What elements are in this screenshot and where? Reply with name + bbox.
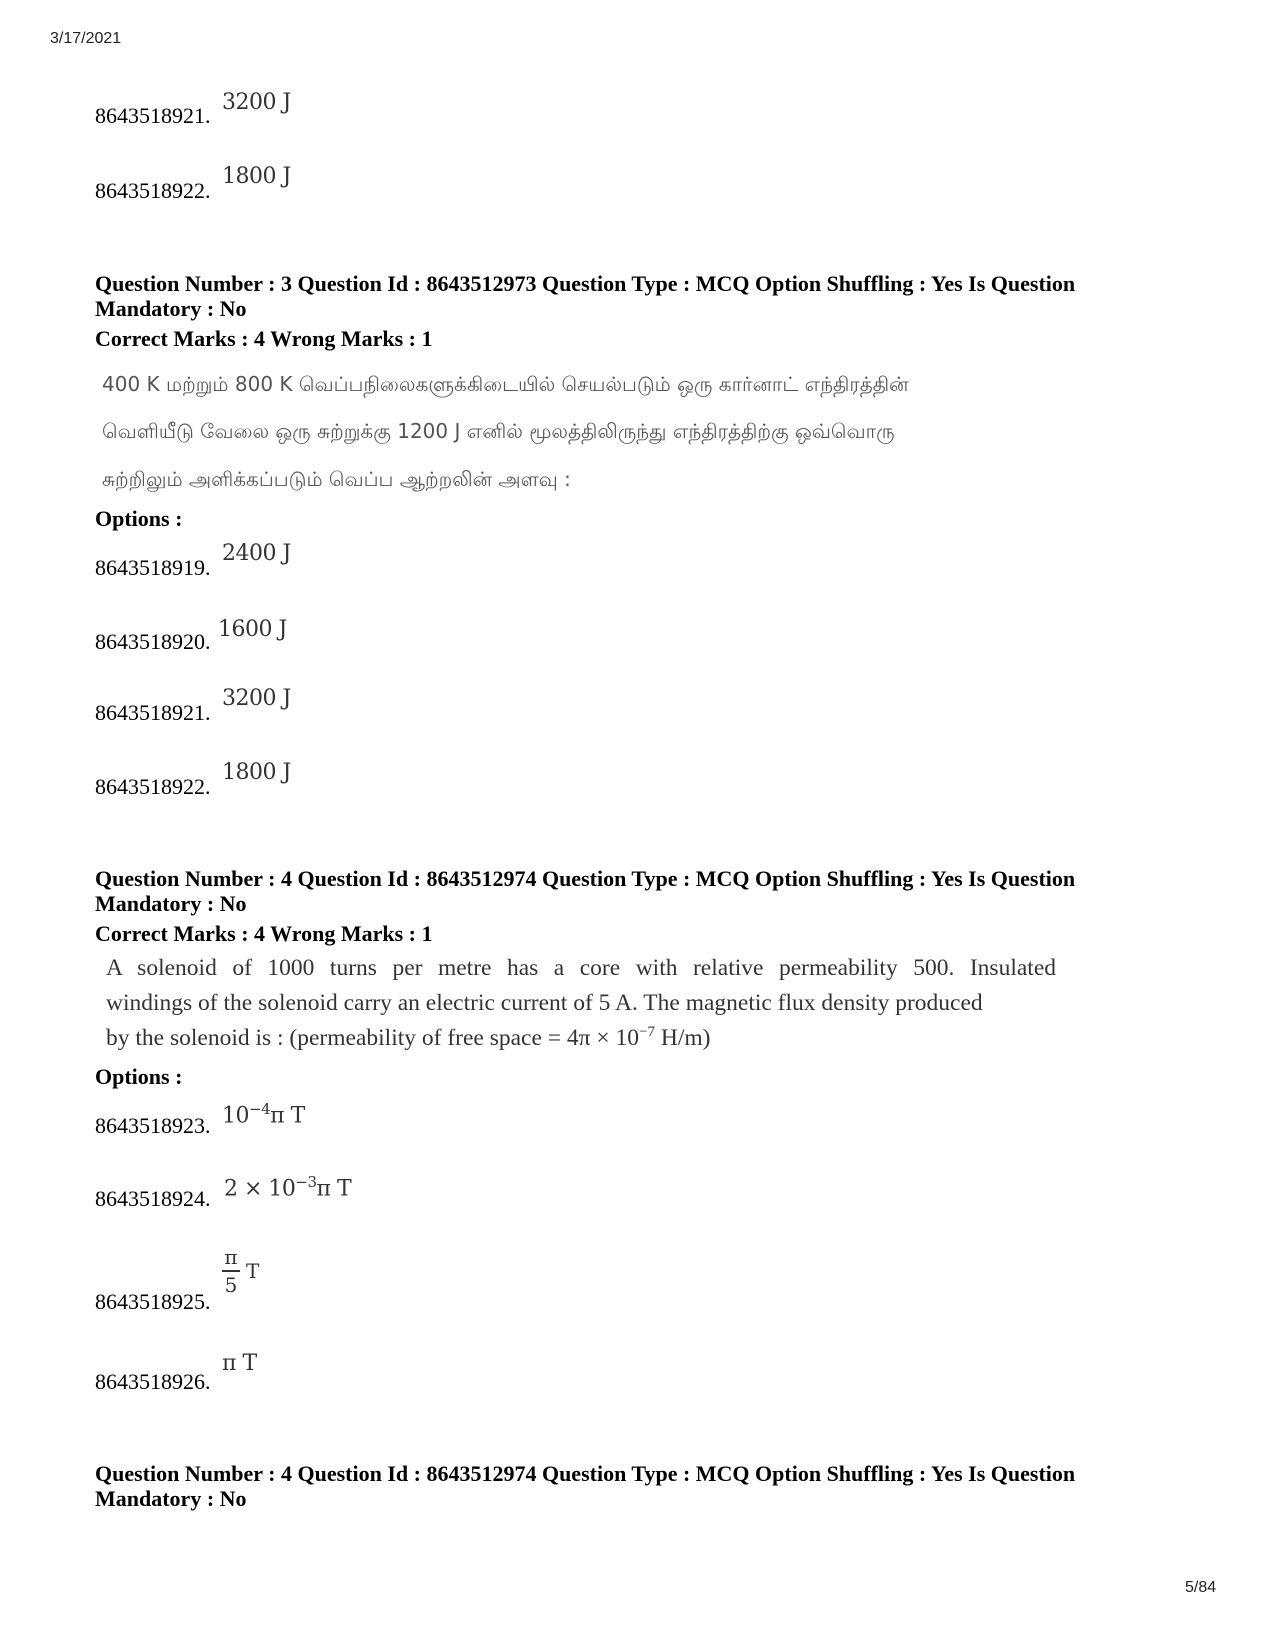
option-id: 8643518921. [95, 700, 211, 725]
unit: T [246, 1258, 259, 1283]
base: 2 × 10 [224, 1176, 296, 1202]
page-number: 5/84 [1185, 1579, 1217, 1596]
denominator: 5 [224, 1272, 238, 1297]
fraction-bar [222, 1270, 240, 1272]
option-value: 2400 J [222, 541, 291, 566]
question-text-line [106, 1024, 710, 1052]
question-text-line: வெளியீடு வேலை ஒரு சுற்றுக்கு 1200 J எனில் மூலத்திலிருந்து எந்திரத்திற்கு ஒவ்வொரு [102, 419, 895, 443]
options-label: Options : [95, 506, 183, 531]
option-value: 3200 J [222, 686, 291, 711]
question-header-line: Question Number : 4 Question Id : 8643512974 Question Type : MCQ Option Shuffling : Yes Is Question [95, 1461, 1076, 1486]
option-id: 8643518923. [95, 1113, 211, 1138]
question-header-line: Mandatory : No [95, 1486, 247, 1511]
option-value [224, 1173, 351, 1201]
option-value: 1800 J [222, 760, 291, 785]
option-id: 8643518921. [95, 103, 211, 128]
question-text-fragment: by the solenoid is : (permeability of free space = 4π × 10 [106, 1024, 640, 1051]
question-header-line: Mandatory : No [95, 891, 247, 916]
print-date: 3/17/2021 [50, 30, 122, 47]
option-value: 1800 J [222, 164, 291, 189]
option-id: 8643518922. [95, 178, 211, 203]
fraction [222, 1246, 240, 1296]
option-value: 3200 J [222, 90, 291, 115]
question-text-line: windings of the solenoid carry an electric current of 5 A. The magnetic flux density produced [106, 990, 983, 1016]
question-text-fragment: H/m) [655, 1024, 711, 1051]
option-id: 8643518919. [95, 555, 211, 580]
exponent: −7 [639, 1024, 655, 1040]
question-header [95, 271, 1075, 321]
option-value [222, 1100, 305, 1128]
option-id: 8643518925. [95, 1289, 211, 1314]
question-header [95, 1461, 1075, 1511]
unit: π T [316, 1176, 352, 1202]
question-header-line: Mandatory : No [95, 296, 247, 321]
exponent: −3 [295, 1173, 317, 1191]
unit: π T [270, 1103, 305, 1129]
option-value [222, 1246, 259, 1296]
question-header-line: Question Number : 3 Question Id : 8643512973 Question Type : MCQ Option Shuffling : Yes Is Question [95, 271, 1076, 296]
question-header [95, 866, 1075, 916]
base: 10 [222, 1103, 249, 1129]
question-text-line: A solenoid of 1000 turns per metre has a core with relative permeability 500. Insulated [106, 955, 1056, 981]
option-id: 8643518926. [95, 1369, 211, 1394]
option-id: 8643518920. [95, 629, 211, 654]
option-value: π T [222, 1351, 257, 1376]
numerator: π [224, 1245, 238, 1269]
marks-line: Correct Marks : 4 Wrong Marks : 1 [95, 326, 433, 351]
option-id: 8643518922. [95, 774, 211, 799]
option-id: 8643518924. [95, 1186, 211, 1211]
question-text-line: சுற்றிலும் அளிக்கப்படும் வெப்ப ஆற்றலின் அளவு : [102, 467, 571, 491]
question-header-line: Question Number : 4 Question Id : 8643512974 Question Type : MCQ Option Shuffling : Yes Is Question [95, 866, 1076, 891]
exponent: −4 [249, 1100, 271, 1118]
options-label: Options : [95, 1064, 183, 1089]
option-value: 1600 J [218, 617, 287, 642]
question-text-line: 400 K மற்றும் 800 K வெப்பநிலைகளுக்கிடையில் செயல்படும் ஒரு கார்னாட் எந்திரத்தின் [102, 372, 909, 396]
marks-line: Correct Marks : 4 Wrong Marks : 1 [95, 921, 433, 946]
